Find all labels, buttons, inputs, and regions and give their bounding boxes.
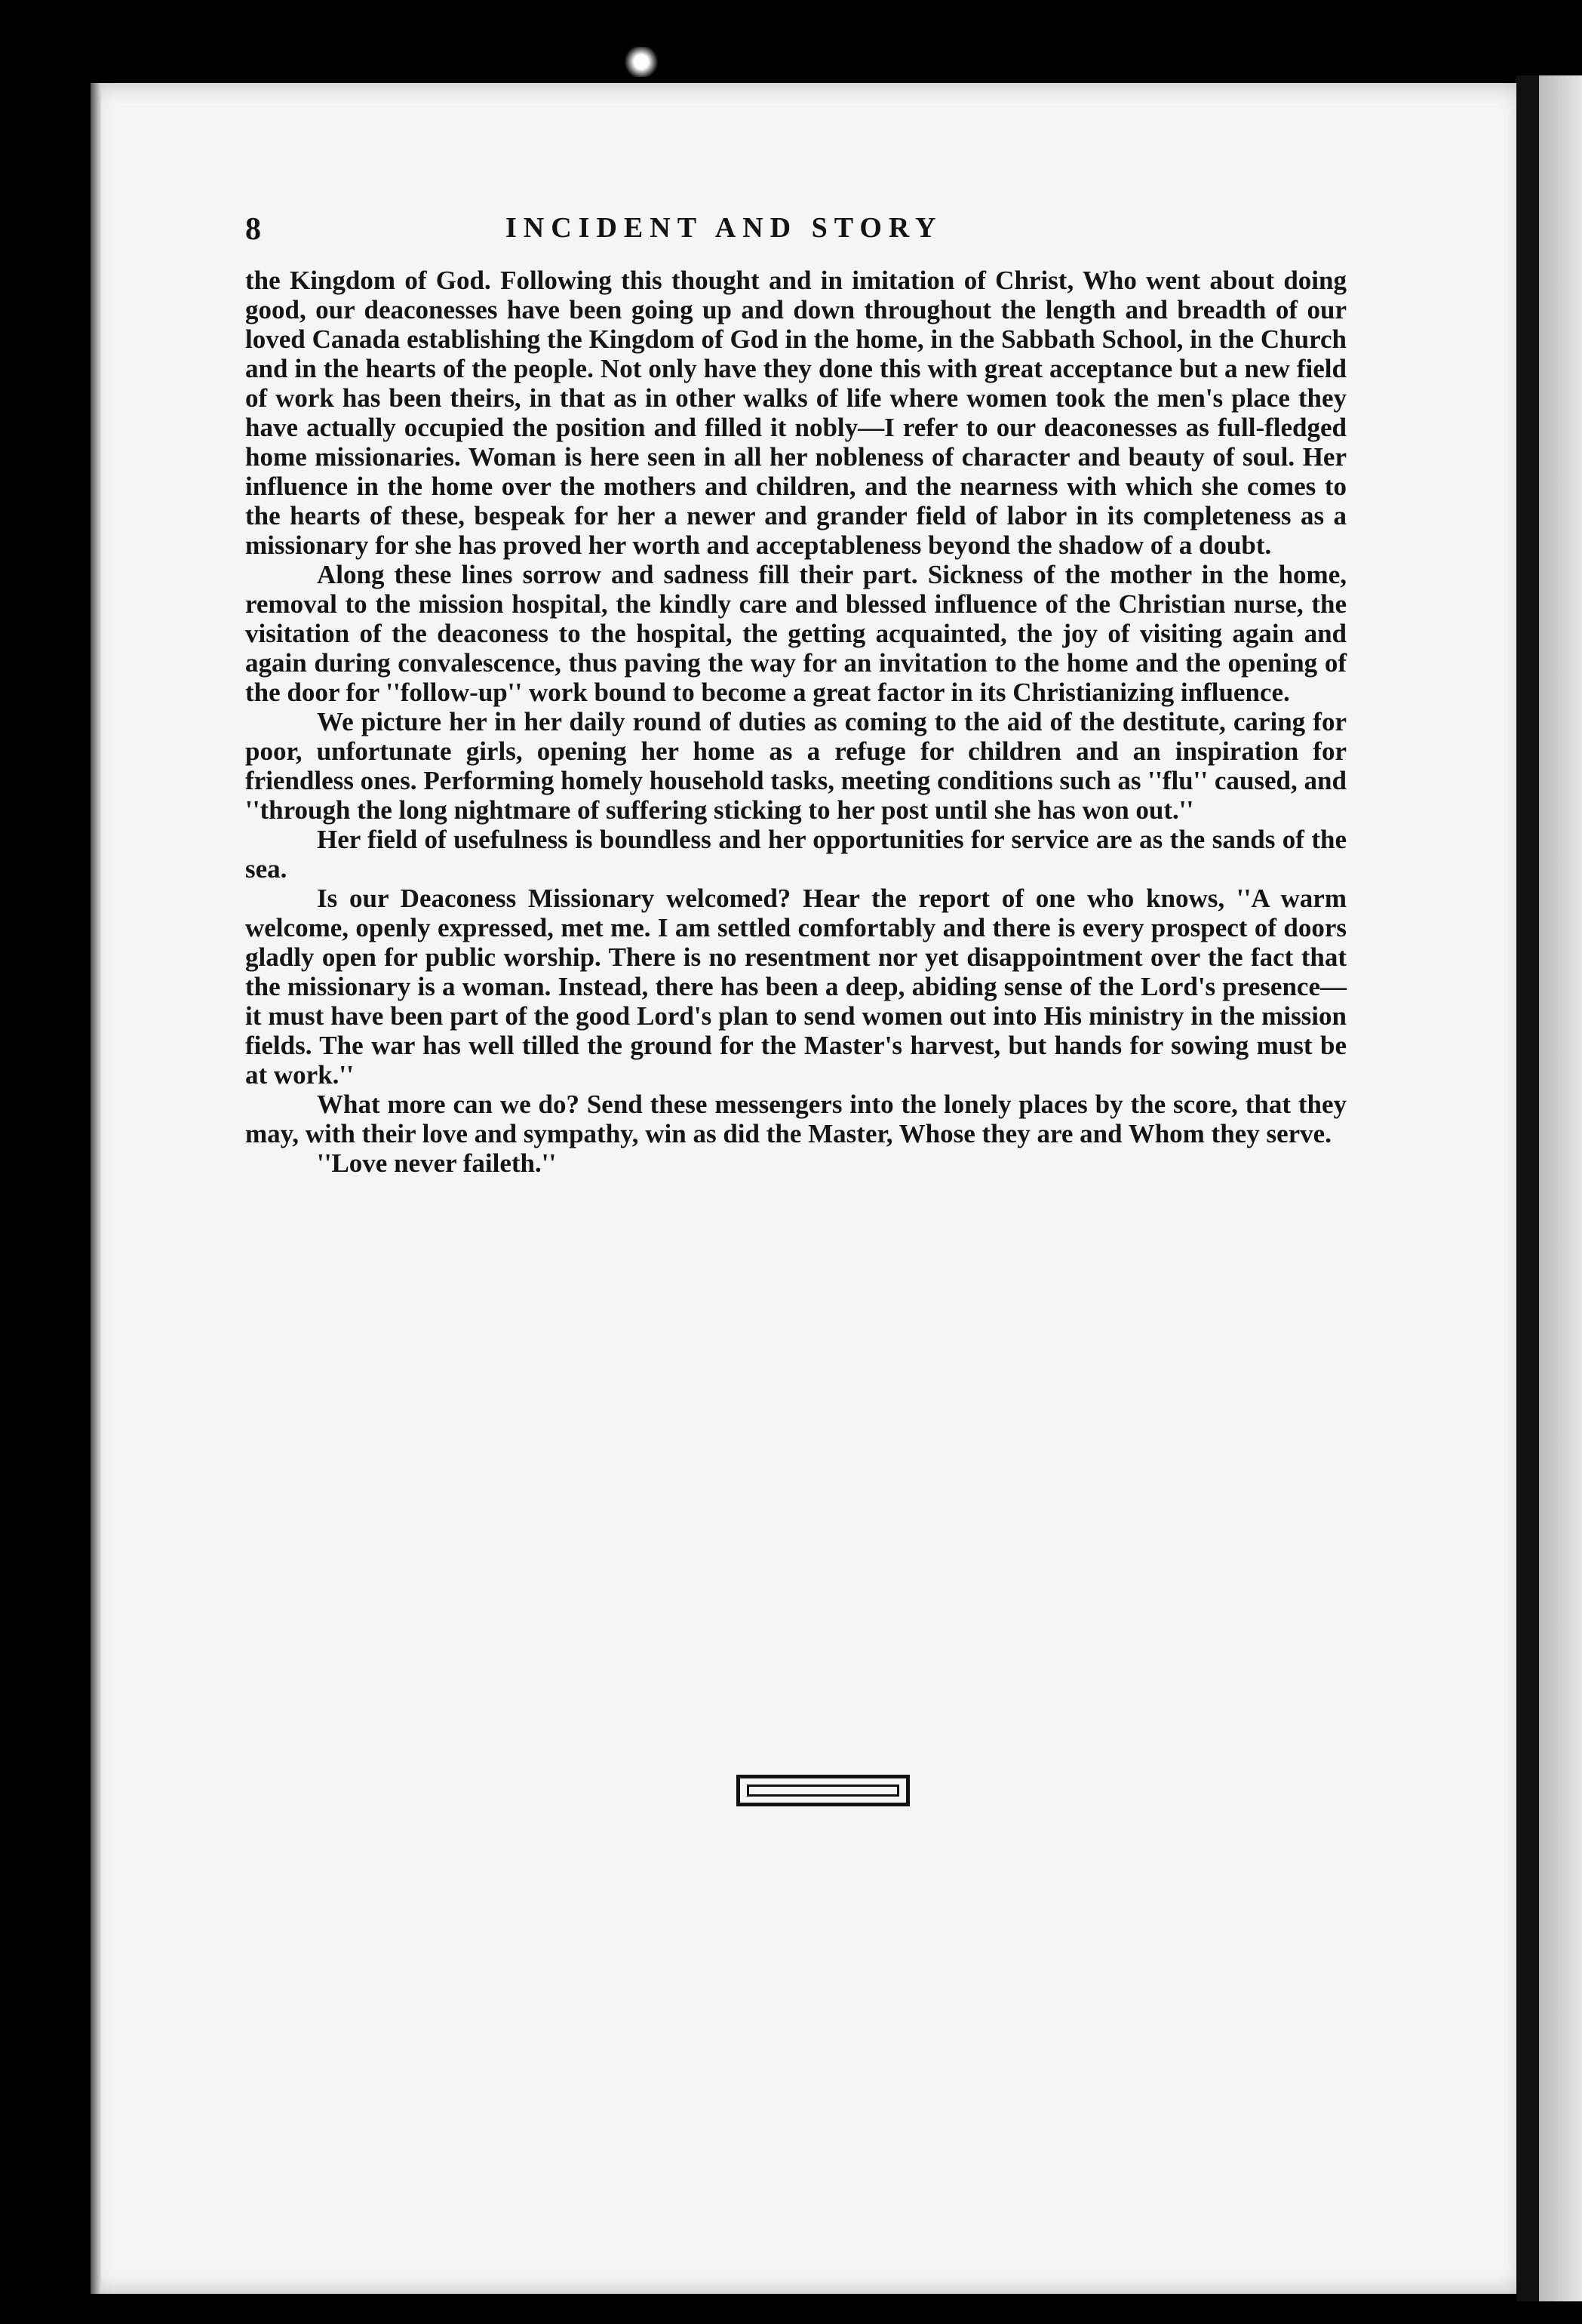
end-ornament bbox=[736, 1775, 910, 1806]
paragraph-6: What more can we do? Send these messengers into the lonely places by the score, that they may, with their love and sympathy, win as did the Master, Whose they are and Whom they serve. bbox=[245, 1090, 1347, 1148]
page-gutter bbox=[1516, 75, 1539, 2301]
paragraph-7: ''Love never faileth.'' bbox=[317, 1148, 557, 1178]
page-header bbox=[245, 211, 1377, 257]
adjacent-page-edge bbox=[1539, 75, 1582, 2301]
scan-speck bbox=[622, 47, 660, 77]
page-binding-edge bbox=[91, 83, 101, 2294]
paragraph-1: the Kingdom of God. Following this thought and in imitation of Christ, Who went about doing good, our deaconesses have been going up and down throughout the length and breadth of our loved Canada establishing the Kingdom of God in the home, in the Sabbath School, in the Church and in the hearts of the people. Not only have they done this with great acceptance but a new field of work has been theirs, in that as in other walks of life where women took the men's place they have actually occupied the position and filled it nobly—I refer to our deaconesses as full-fledged home missionaries. Woman is here seen in all her nobleness of character and beauty of soul. Her influence in the home over the mothers and children, and the nearness with which she comes to the hearts of these, bespeak for her a newer and grander field of labor in its completeness as a missionary for she has proved her worth and acceptableness beyond the shadow of a doubt. bbox=[245, 266, 1347, 560]
paragraph-5: Is our Deaconess Missionary welcomed? Hear the report of one who knows, ''A warm welcome, openly expressed, met me. I am settled comfortably and there is every prospect of doors gladly open for public worship. There is no resentment nor yet disappointment over the fact that the missionary is a woman. Instead, there has been a deep, abiding sense of the Lord's presence—it must have been part of the good Lord's plan to send women out into His ministry in the mission fields. The war has well tilled the ground for the Master's harvest, but hands for sowing must be at work.'' bbox=[245, 884, 1347, 1090]
end-ornament-inner bbox=[747, 1784, 899, 1797]
paragraph-4: Her field of usefulness is boundless and her opportunities for service are as the sands of the sea. bbox=[245, 825, 1347, 884]
running-title: INCIDENT AND STORY bbox=[505, 212, 943, 244]
page-number: 8 bbox=[245, 212, 261, 247]
paragraph-3: We picture her in her daily round of duties as coming to the aid of the destitute, caring for poor, unfortunate girls, opening her home as a refuge for children and an inspiration for friendless ones. Performing homely household tasks, meeting conditions such as ''flu'' caused, and ''through the long nightmare of suffering sticking to her post until she has won out.'' bbox=[245, 707, 1347, 825]
body-text bbox=[245, 266, 1347, 1178]
paragraph-2: Along these lines sorrow and sadness fill their part. Sickness of the mother in the home, removal to the mission hospital, the kindly care and blessed influence of the Christian nurse, the visitation of the deaconess to the hospital, the getting acquainted, the joy of visiting again and again during convalescence, thus paving the way for an invitation to the home and the opening of the door for ''follow-up'' work bound to become a great factor in its Christianizing influence. bbox=[245, 560, 1347, 707]
